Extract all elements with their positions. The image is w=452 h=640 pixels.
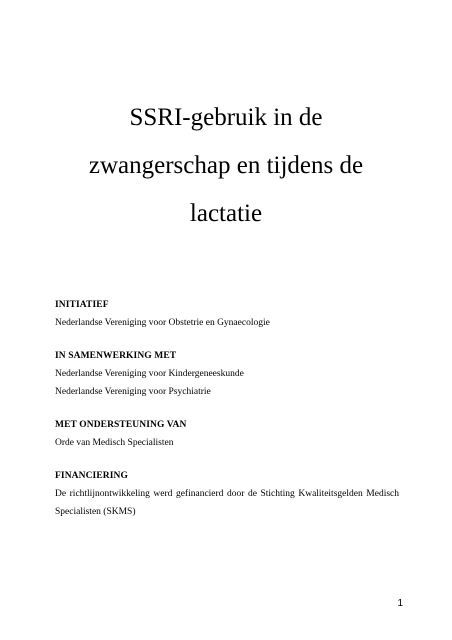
- section-line: Nederlandse Vereniging voor Kindergeneeskunde: [55, 369, 244, 379]
- title-line-3: lactatie: [189, 200, 263, 227]
- page-number: 1: [397, 598, 403, 609]
- title-line-2: zwangerschap en tijdens de: [88, 152, 364, 179]
- section-heading: INITIATIEF: [55, 300, 109, 310]
- section-paragraph: De richtlijnontwikkeling werd gefinancierd door de Stichting Kwaliteitsgelden Medisch Specialisten (SKMS): [55, 489, 399, 517]
- title-line-1: SSRI-gebruik in de: [129, 104, 323, 131]
- section-heading: IN SAMENWERKING MET: [55, 351, 177, 361]
- section-line: Orde van Medisch Specialisten: [55, 438, 174, 448]
- section-heading: FINANCIERING: [55, 471, 128, 481]
- section-heading: MET ONDERSTEUNING VAN: [55, 420, 187, 430]
- section-samenwerking: [55, 349, 399, 401]
- section-initiatief: [55, 298, 399, 332]
- document-title: [0, 94, 452, 238]
- section-line: Nederlandse Vereniging voor Psychiatrie: [55, 387, 211, 397]
- colophon-sections: [55, 298, 399, 538]
- section-financiering: [55, 469, 399, 521]
- section-ondersteuning: [55, 418, 399, 452]
- section-line: Nederlandse Vereniging voor Obstetrie en Gynaecologie: [55, 318, 270, 328]
